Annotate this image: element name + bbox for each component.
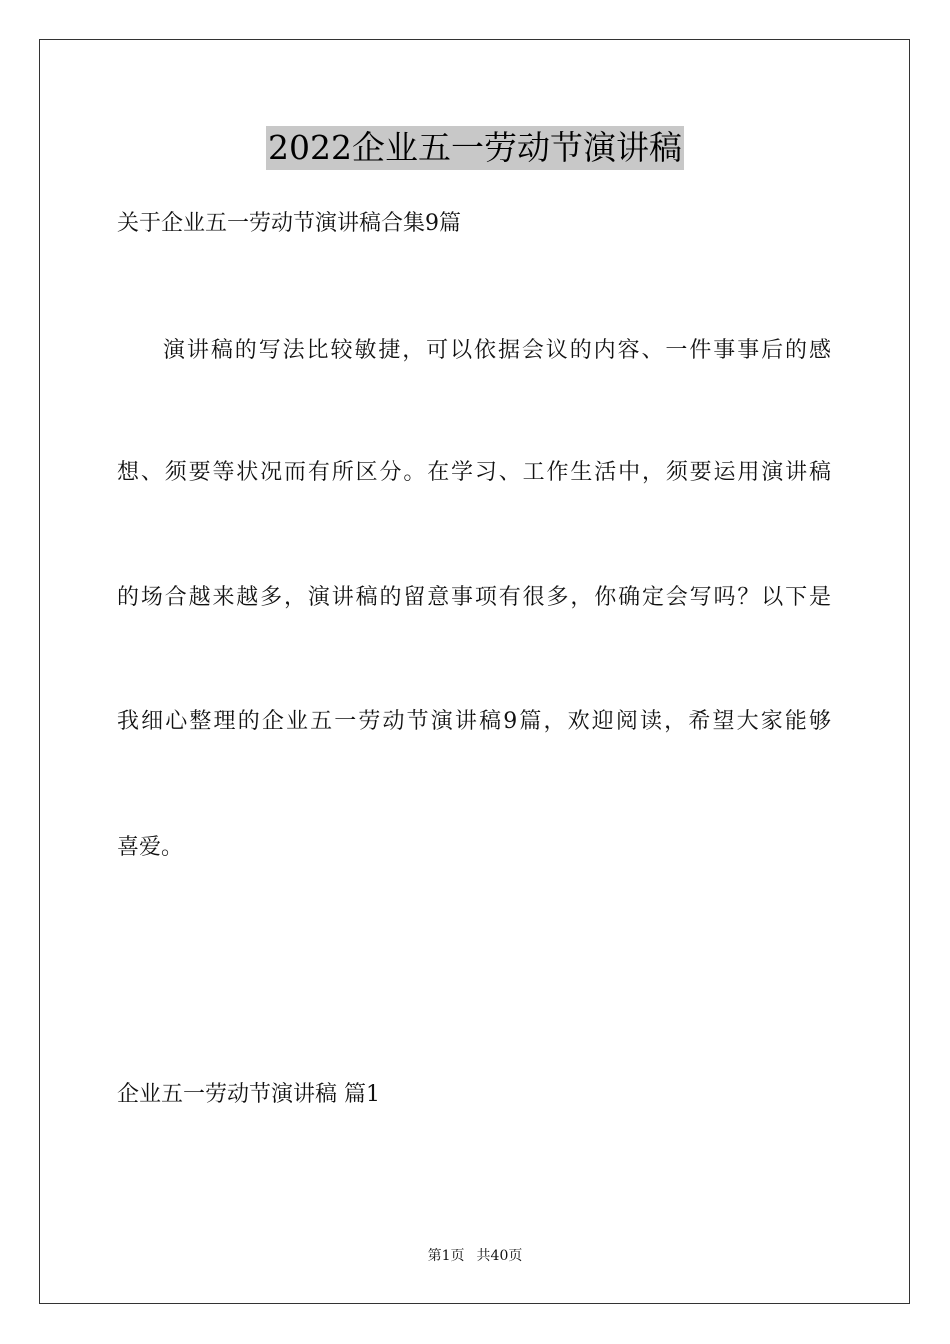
total-pages: 共40页	[476, 1248, 523, 1264]
page-number: 第1页	[427, 1248, 465, 1264]
title-container	[0, 126, 950, 170]
paragraph-line-3: 的场合越来越多，演讲稿的留意事项有很多，你确定会写吗？以下是	[117, 585, 831, 610]
page-footer	[0, 1247, 950, 1265]
document-title: 2022企业五一劳动节演讲稿	[266, 126, 684, 170]
document-subtitle: 关于企业五一劳动节演讲稿合集9篇	[117, 211, 461, 236]
paragraph-line-1: 演讲稿的写法比较敏捷，可以依据会议的内容、一件事事后的感	[163, 338, 831, 363]
paragraph-line-2: 想、须要等状况而有所区分。在学习、工作生活中，须要运用演讲稿	[117, 460, 831, 485]
section-heading: 企业五一劳动节演讲稿 篇1	[117, 1082, 380, 1107]
paragraph-line-4: 我细心整理的企业五一劳动节演讲稿9篇，欢迎阅读，希望大家能够	[117, 709, 831, 734]
paragraph-line-5: 喜爱。	[117, 835, 184, 860]
